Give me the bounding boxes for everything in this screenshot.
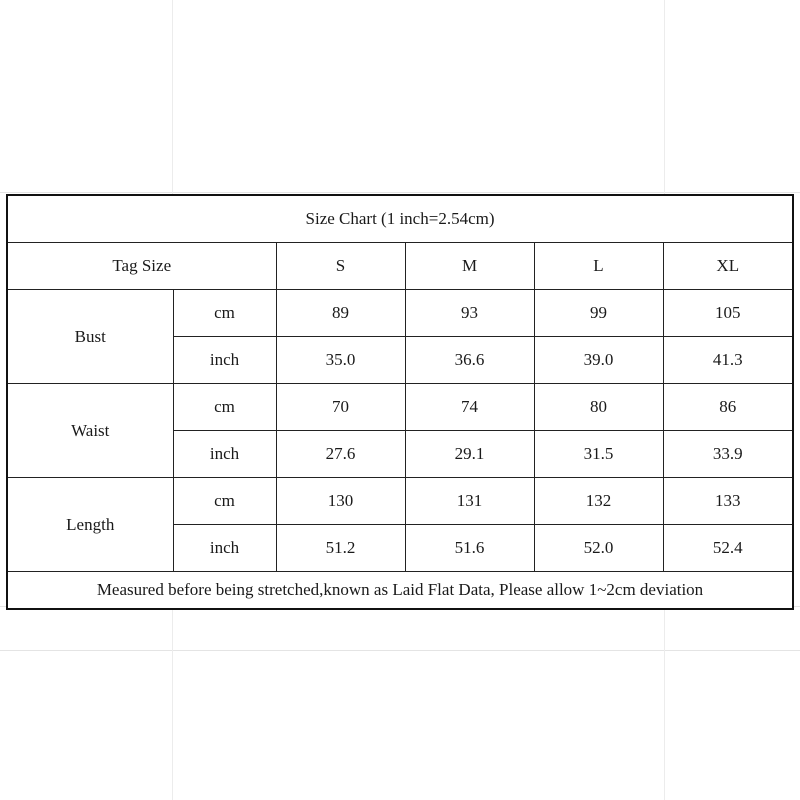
measure-label-waist: Waist: [7, 384, 173, 478]
size-chart-table: [6, 194, 794, 610]
table-cell: 74: [405, 384, 534, 431]
table-cell: 131: [405, 478, 534, 525]
table-cell: 36.6: [405, 337, 534, 384]
header-row: [7, 243, 793, 290]
measurement-note: Measured before being stretched,known as Laid Flat Data, Please allow 1~2cm deviation: [7, 572, 793, 610]
note-row: [7, 572, 793, 610]
table-row: [7, 478, 793, 525]
table-cell: 80: [534, 384, 663, 431]
table-cell: 31.5: [534, 431, 663, 478]
unit-label: cm: [173, 478, 276, 525]
table-cell: 99: [534, 290, 663, 337]
tag-size-header: Tag Size: [7, 243, 276, 290]
measure-label-length: Length: [7, 478, 173, 572]
table-cell: 93: [405, 290, 534, 337]
unit-label: inch: [173, 525, 276, 572]
table-cell: 39.0: [534, 337, 663, 384]
table-cell: 41.3: [663, 337, 793, 384]
table-cell: 130: [276, 478, 405, 525]
chart-title: Size Chart (1 inch=2.54cm): [7, 195, 793, 243]
table-row: [7, 290, 793, 337]
size-header-xl: XL: [663, 243, 793, 290]
size-header-s: S: [276, 243, 405, 290]
measure-label-bust: Bust: [7, 290, 173, 384]
table-cell: 132: [534, 478, 663, 525]
table-row: [7, 384, 793, 431]
table-cell: 29.1: [405, 431, 534, 478]
table-cell: 105: [663, 290, 793, 337]
table-cell: 33.9: [663, 431, 793, 478]
table-cell: 52.4: [663, 525, 793, 572]
unit-label: cm: [173, 384, 276, 431]
table-cell: 51.6: [405, 525, 534, 572]
table-cell: 89: [276, 290, 405, 337]
table-cell: 51.2: [276, 525, 405, 572]
table-cell: 35.0: [276, 337, 405, 384]
table-cell: 27.6: [276, 431, 405, 478]
table-cell: 70: [276, 384, 405, 431]
title-row: [7, 195, 793, 243]
size-header-l: L: [534, 243, 663, 290]
unit-label: inch: [173, 431, 276, 478]
unit-label: inch: [173, 337, 276, 384]
size-header-m: M: [405, 243, 534, 290]
table-cell: 133: [663, 478, 793, 525]
table-cell: 86: [663, 384, 793, 431]
table-cell: 52.0: [534, 525, 663, 572]
unit-label: cm: [173, 290, 276, 337]
